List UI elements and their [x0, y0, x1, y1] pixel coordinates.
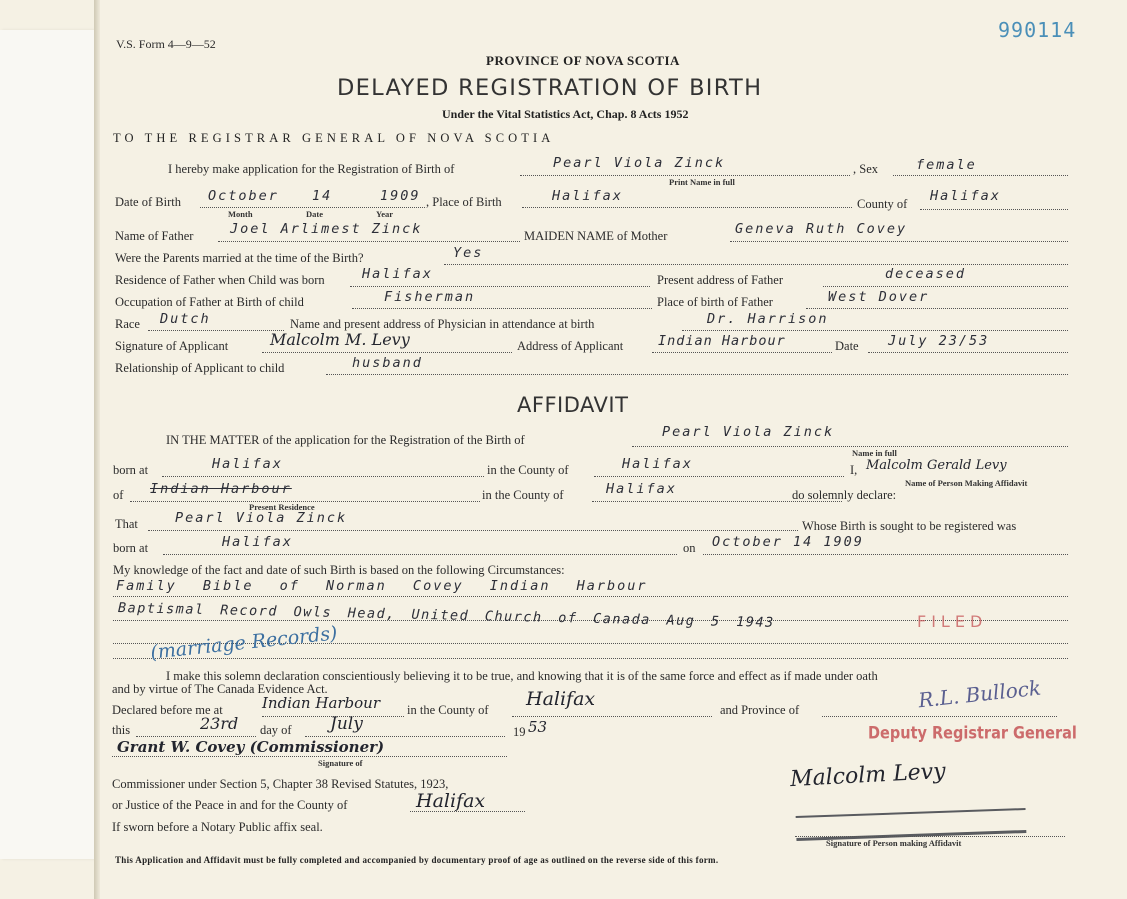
province-heading: PROVINCE OF NOVA SCOTIA: [486, 53, 680, 68]
dotted-line: [444, 264, 1068, 265]
county-label: County of: [857, 197, 908, 211]
notary-text: If sworn before a Notary Public affix seal.: [112, 820, 323, 834]
commissioner-signature: Grant W. Covey (Commissioner): [117, 738, 385, 756]
born-at-value: Halifax: [212, 456, 283, 472]
dotted-line: [823, 286, 1068, 287]
child-name-value: Pearl Viola Zinck: [553, 155, 726, 171]
applicant-signature-value: Malcolm M. Levy: [270, 330, 410, 349]
commissioner-text: Commissioner under Section 5, Chapter 38 Revised Statutes, 1923,: [112, 777, 449, 791]
dotted-line: [352, 308, 652, 309]
i-label: I,: [850, 463, 858, 477]
person-making-affidavit-value: Malcolm Gerald Levy: [866, 458, 1007, 473]
year-caption: Year: [376, 209, 393, 219]
solemnly-declare: do solemnly declare:: [792, 488, 897, 502]
father-birthplace-value: West Dover: [828, 289, 930, 305]
county-value-affidavit: Halifax: [622, 456, 693, 472]
place-of-birth-label: , Place of Birth: [426, 195, 502, 209]
addressee: TO THE REGISTRAR GENERAL OF NOVA SCOTIA: [113, 131, 555, 145]
person-caption: Name of Person Making Affidavit: [905, 478, 1028, 488]
father-label: Name of Father: [115, 229, 194, 243]
dob-month-value: October: [208, 188, 279, 204]
footer-note: This Application and Affidavit must be fully completed and accompanied by documentary proof of age as outlined on the reverse side of this form.: [115, 855, 719, 865]
dotted-line: [632, 446, 1068, 447]
print-name-caption: Print Name in full: [669, 177, 735, 187]
whose-birth-label: Whose Birth is sought to be registered was: [802, 519, 1017, 533]
dob-year-value: 1909: [380, 188, 421, 204]
dotted-line: [806, 308, 1068, 309]
residence-value-affidavit: Indian Harbour: [150, 481, 292, 497]
race-value: Dutch: [160, 311, 211, 327]
document-title: DELAYED REGISTRATION OF BIRTH: [337, 75, 763, 101]
intro-label: I hereby make application for the Registration of Birth of: [168, 162, 455, 176]
dotted-line: [262, 352, 512, 353]
date-caption: Date: [306, 209, 323, 219]
dotted-line: [305, 736, 505, 737]
dotted-line: [730, 241, 1068, 242]
affidavit-heading: AFFIDAVIT: [517, 393, 629, 417]
circumstance-1: Family Bible of Norman Covey Indian Harbour: [116, 578, 648, 594]
year-prefix: 19: [513, 725, 526, 739]
affiant-signature: Malcolm Levy: [789, 758, 947, 793]
page-edge-shadow: [94, 0, 100, 899]
occupation-label: Occupation of Father at Birth of child: [115, 295, 304, 309]
father-value: Joel Arlimest Zinck: [230, 221, 423, 237]
document-subtitle: Under the Vital Statistics Act, Chap. 8 Acts 1952: [442, 107, 689, 121]
dotted-line: [682, 330, 1068, 331]
deputy-initials: R.L. Bullock: [917, 675, 1043, 713]
present-address-label: Present address of Father: [657, 273, 784, 287]
mother-label: MAIDEN NAME of Mother: [524, 229, 668, 243]
physician-label: Name and present address of Physician in attendance at birth: [290, 317, 595, 331]
knowledge-label: My knowledge of the fact and date of such Birth is based on the following Circumstances:: [113, 563, 565, 577]
dob-day-value: 14: [312, 188, 333, 204]
province-label: and Province of: [720, 703, 800, 717]
present-residence-caption: Present Residence: [249, 502, 315, 512]
place-of-birth-value: Halifax: [552, 188, 623, 204]
born-at2-value: Halifax: [222, 534, 293, 550]
mother-value: Geneva Ruth Covey: [735, 221, 908, 237]
matter-name-value: Pearl Viola Zinck: [662, 424, 835, 440]
county2-value: Halifax: [606, 481, 677, 497]
sex-value: female: [916, 157, 977, 173]
affiant-caption: Signature of Person making Affidavit: [826, 838, 962, 848]
dob-label: Date of Birth: [115, 195, 181, 209]
county-value: Halifax: [930, 188, 1001, 204]
form-code: V.S. Form 4—9—52: [116, 37, 216, 51]
deputy-registrar-stamp: Deputy Registrar General: [868, 724, 1077, 744]
day-value: 23rd: [200, 714, 239, 733]
dotted-line: [350, 286, 650, 287]
dotted-line: [163, 554, 677, 555]
matter-label: IN THE MATTER of the application for the Registration of the Birth of: [166, 433, 525, 447]
dotted-line: [326, 374, 1068, 375]
relationship-label: Relationship of Applicant to child: [115, 361, 285, 375]
day-of-label: day of: [260, 723, 292, 737]
year-value: 53: [528, 718, 548, 736]
that-value: Pearl Viola Zinck: [175, 510, 348, 526]
dotted-line: [520, 175, 850, 176]
dotted-line: [200, 207, 425, 208]
month-caption: Month: [228, 209, 253, 219]
father-birthplace-label: Place of birth of Father: [657, 295, 773, 309]
married-value: Yes: [453, 245, 484, 261]
date-value: July 23/53: [888, 333, 990, 349]
signature-of-caption: Signature of: [318, 758, 363, 768]
dotted-line: [112, 756, 507, 757]
dotted-line: [136, 736, 256, 737]
circumstance-3: (marriage Records): [149, 622, 339, 664]
county-label-3: in the County of: [407, 703, 489, 717]
dotted-line: [868, 352, 1068, 353]
serial-number: 990114: [998, 18, 1077, 42]
declaration-line-2: and by virtue of The Canada Evidence Act.: [112, 682, 328, 696]
dotted-line: [148, 330, 284, 331]
declared-label: Declared before me at: [112, 703, 223, 717]
dotted-line: [522, 207, 852, 208]
dotted-line: [703, 554, 1068, 555]
dotted-line: [162, 476, 484, 477]
month-value: July: [330, 714, 363, 734]
in-county-label: in the County of: [487, 463, 569, 477]
signature-label: Signature of Applicant: [115, 339, 229, 353]
born-at-label-2: born at: [113, 541, 149, 555]
that-label: That: [115, 517, 138, 531]
dotted-line: [795, 836, 1065, 837]
present-address-value: deceased: [885, 266, 967, 282]
declaration-line-1: I make this solemn declaration conscientiously believing it to be true, and knowing that it is of the same force and effect as if made under oath: [166, 669, 878, 683]
dotted-line: [652, 352, 832, 353]
of-label: of: [113, 488, 124, 502]
in-county-label-2: in the County of: [482, 488, 564, 502]
occupation-value: Fisherman: [384, 289, 476, 305]
declared-value: Indian Harbour: [262, 694, 381, 712]
race-label: Race: [115, 317, 140, 331]
relationship-value: husband: [352, 355, 423, 371]
date-label: Date: [835, 339, 859, 353]
dotted-line: [920, 209, 1068, 210]
residence-label: Residence of Father when Child was born: [115, 273, 325, 287]
born-at-label: born at: [113, 463, 149, 477]
justice-text: or Justice of the Peace in and for the County of: [112, 798, 348, 812]
underlying-page: [0, 30, 95, 859]
justice-county-value: Halifax: [416, 790, 486, 812]
residence-value: Halifax: [362, 266, 433, 282]
circumstance-2: Baptismal Record Owls Head, United Church of Canada Aug 5 1943: [117, 600, 775, 631]
physician-value: Dr. Harrison: [707, 311, 829, 327]
this-label: this: [112, 723, 131, 737]
filed-stamp: FILED: [917, 612, 988, 631]
dotted-line: [113, 658, 1068, 659]
applicant-address-label: Address of Applicant: [517, 339, 624, 353]
dotted-line: [512, 716, 712, 717]
on-value: October 14 1909: [712, 534, 864, 550]
sex-label: , Sex: [853, 162, 878, 176]
dotted-line: [218, 241, 520, 242]
married-label: Were the Parents married at the time of the Birth?: [115, 251, 364, 265]
dotted-line: [822, 716, 1057, 717]
dotted-line: [113, 596, 1068, 597]
dotted-line: [148, 530, 798, 531]
dotted-line: [594, 476, 844, 477]
dotted-line: [893, 175, 1068, 176]
name-in-full-caption: Name in full: [852, 448, 897, 458]
applicant-address-value: Indian Harbour: [658, 333, 786, 349]
on-label: on: [683, 541, 696, 555]
county3-value: Halifax: [526, 688, 596, 710]
